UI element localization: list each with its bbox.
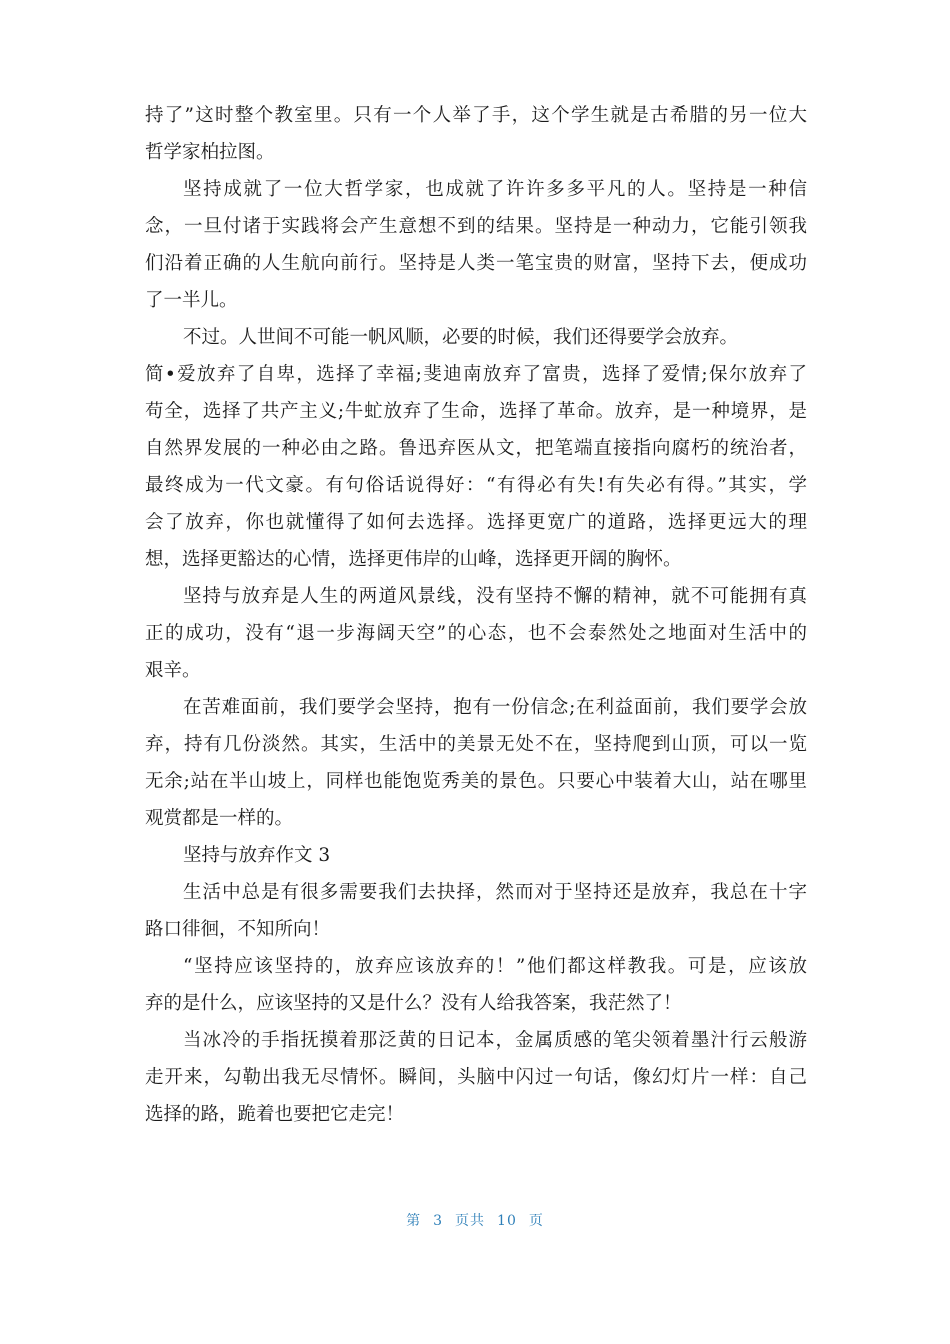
footer-middle: 页共 — [455, 1213, 486, 1229]
text-line: 当冰冷的手指抚摸着那泛黄的日记本，金属质感的笔尖领着墨汁行云般游 — [183, 1030, 807, 1051]
text-line: 坚持与放弃是人生的两道风景线，没有坚持不懈的精神，就不可能拥有真 — [183, 586, 807, 607]
document-body — [145, 97, 807, 1133]
footer-suffix: 页 — [528, 1213, 544, 1229]
text-line: 想，选择更豁达的心情，选择更伟岸的山峰，选择更开阔的胸怀。 — [145, 549, 682, 570]
text-line: 苟全，选择了共产主义;牛虻放弃了生命，选择了革命。放弃，是一种境界，是 — [145, 401, 807, 422]
text-line: 哲学家柏拉图。 — [145, 142, 275, 163]
text-line: 无余;站在半山坡上，同样也能饱览秀美的景色。只要心中装着大山，站在哪里 — [145, 771, 807, 792]
text-line: “坚持应该坚持的，放弃应该放弃的！”他们都这样教我。可是，应该放 — [183, 956, 807, 977]
text-line: 了一半儿。 — [145, 290, 238, 311]
text-line: 选择的路，跪着也要把它走完！ — [145, 1104, 405, 1125]
text-line: 持了”这时整个教室里。只有一个人举了手，这个学生就是古希腊的另一位大 — [145, 105, 807, 126]
text-line: 坚持与放弃作文 3 — [183, 845, 331, 866]
text-line: 最终成为一代文豪。有句俗话说得好：“有得必有失!有失必有得。”其实，学 — [145, 475, 807, 496]
text-line: 会了放弃，你也就懂得了如何去选择。选择更宽广的道路，选择更远大的理 — [145, 512, 807, 533]
text-line: 在苦难面前，我们要学会坚持，抱有一份信念;在利益面前，我们要学会放 — [183, 697, 807, 718]
text-line: 坚持成就了一位大哲学家，也成就了许许多多平凡的人。坚持是一种信 — [183, 179, 807, 200]
footer-current-page: 3 — [433, 1213, 444, 1229]
text-line: 路口徘徊，不知所向！ — [145, 919, 331, 940]
text-line: 艰辛。 — [145, 660, 201, 681]
text-line: 弃的是什么，应该坚持的又是什么？没有人给我答案，我茫然了！ — [145, 993, 682, 1014]
text-line: 念，一旦付诸于实践将会产生意想不到的结果。坚持是一种动力，它能引领我 — [145, 216, 807, 237]
page-footer — [0, 1210, 950, 1230]
text-line: 生活中总是有很多需要我们去抉择，然而对于坚持还是放弃，我总在十字 — [183, 882, 807, 903]
text-line: 观赏都是一样的。 — [145, 808, 294, 829]
footer-prefix: 第 — [406, 1213, 422, 1229]
text-line: 们沿着正确的人生航向前行。坚持是人类一笔宝贵的财富，坚持下去，便成功 — [145, 253, 807, 274]
text-line: 自然界发展的一种必由之路。鲁迅弃医从文，把笔端直接指向腐朽的统治者， — [145, 438, 807, 459]
text-line: 不过。人世间不可能一帆风顺，必要的时候，我们还得要学会放弃。 — [183, 327, 739, 348]
footer-total-pages: 10 — [497, 1213, 517, 1229]
text-line: 简•爱放弃了自卑，选择了幸福;斐迪南放弃了富贵，选择了爱情;保尔放弃了 — [145, 364, 807, 385]
text-line: 走开来，勾勒出我无尽情怀。瞬间，头脑中闪过一句话，像幻灯片一样：自己 — [145, 1067, 807, 1088]
text-line: 正的成功，没有“退一步海阔天空”的心态，也不会泰然处之地面对生活中的 — [145, 623, 807, 644]
text-line: 弃，持有几份淡然。其实，生活中的美景无处不在，坚持爬到山顶，可以一览 — [145, 734, 807, 755]
